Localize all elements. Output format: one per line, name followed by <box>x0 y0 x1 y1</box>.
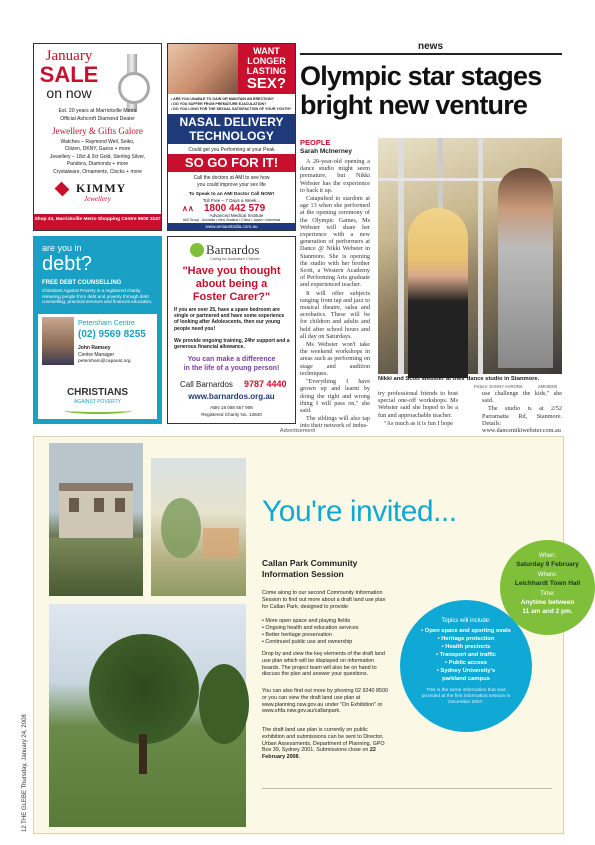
callan-title-1: Callan Park Community <box>262 558 358 568</box>
nasal-q3: • DO YOU LONG FOR THE SEXUAL SATISFACTION OF YOUR YOUTH? <box>171 107 292 111</box>
where-label: Where: <box>537 572 558 578</box>
callan-para-2: Drop by and view the key elements of the draft land use plan which will be displayed on information boards. The project team will also be on hand to discuss the plan and answer your questions. <box>262 651 385 678</box>
jewellery-title-january: January <box>45 48 93 64</box>
jewellery-line4: Pandora, Diamonds + more <box>66 161 129 167</box>
debt-counselling-ad[interactable] <box>33 236 162 424</box>
want-text-2: LONGER <box>247 56 286 66</box>
topic-5: • Public access <box>445 660 487 666</box>
barnardos-diff-1: You can make a difference <box>187 356 276 363</box>
cap-swoosh-icon <box>64 407 132 414</box>
jewellery-dealer: Official Ashcroft Diamond Dealer <box>60 116 135 122</box>
debt-phone: (02) 9569 8255 <box>78 329 146 340</box>
nasal-ami: Advanced Medical Institute <box>209 213 264 218</box>
nasal-countries: AMI Group - Australia • New Zealand • China • Japan • Indonesia <box>182 218 281 222</box>
ami-logo-icon: ∧∧ <box>182 204 194 213</box>
article-column-2: try professional friends to host special one-off workshops. Ms Webster said she hoped to be a fun and approachable teacher. "As much as it is fun I hope <box>378 390 458 427</box>
topic-4: • Transport and traffic <box>435 652 496 658</box>
debt-centre: Petersham Centre <box>78 320 135 327</box>
when-value: Saturday 9 February <box>516 561 579 568</box>
time-value-1: Anytime between <box>520 599 575 606</box>
barnardos-abn: ABN 18 068 557 906 <box>210 405 253 410</box>
barnardos-call: Call Barnardos <box>180 380 233 389</box>
photo-code: SMI00000 <box>538 384 558 389</box>
nasal-call-2: you could improve your sex life <box>197 182 266 188</box>
barnardos-logo-icon <box>190 243 204 257</box>
callan-bullet-2: • Ongoing health and education services <box>262 625 359 631</box>
callan-intro: Come along to our second Community Information Session to find out more about a draft land use plan for Callan Park, designed to provide: <box>262 590 386 610</box>
topics-same-info: This is the same information that was provided at the first information session in December 2007. <box>421 688 511 705</box>
photo-credit: Picture: DANNY AARONS <box>474 384 523 389</box>
nasal-title-2: TECHNOLOGY <box>189 129 274 143</box>
callan-bullet-3: • Better heritage preservation <box>262 632 332 638</box>
nasal-q2: • DO YOU SUFFER FROM PREMATURE EJACULATION? <box>171 102 267 106</box>
nasal-go-for-it: SO GO FOR IT! <box>184 155 279 170</box>
cap-logo-sub: AGAINST POVERTY <box>73 399 122 405</box>
section-rule <box>300 53 562 55</box>
jewellery-line2: Citizen, DKNY, Guess + more <box>64 146 131 152</box>
byline: Sarah McInerney <box>300 148 353 155</box>
where-value: Leichhardt Town Hall <box>514 580 581 587</box>
barnardos-body-2: We provide ongoing training, 24hr support and a generous financial allowance. <box>174 338 290 351</box>
callan-bottom-rule <box>262 788 552 789</box>
nasal-title-1: NASAL DELIVERY <box>179 115 284 129</box>
callan-bullet-1: • More open space and playing fields <box>262 618 351 624</box>
barnardos-url[interactable]: www.barnardos.org.au <box>188 392 275 401</box>
time-value-2: 11 am and 2 pm. <box>522 608 573 615</box>
want-text-3: LASTING <box>246 66 287 76</box>
nasal-call-1: Call the doctors at AMI to see how <box>193 175 270 181</box>
jewellery-line3: Jewellery – 18ct & 9ct Gold, Sterling Silver, <box>49 154 146 160</box>
debt-description: Christians Against Poverty is a registered charity releasing people from debt and poverty through debt counselling, practical services and financial education. <box>42 288 153 305</box>
advertisement-label: Advertisement <box>279 428 316 434</box>
kicker: PEOPLE <box>300 138 331 147</box>
debt-email[interactable]: petersham@capaust.org <box>78 359 131 364</box>
want-text-1: WANT <box>253 46 280 56</box>
page-footer: 12 THE GLEBE Thursday, January 24, 2008 <box>22 714 28 832</box>
scott-figure <box>498 168 553 368</box>
barnardos-charity: Registered Charity No. 13840 <box>201 412 262 417</box>
article-column-1: A 20-year-old opening a dance studio might seem premature, but Nikki Webster has the experience to back it up. Catapulted to stardom at age 13 when she performed at the opening ceremony of the Olympic Games, Ms Webster will share her experience with a new generation of performers at Dance @ Nikki Webster in Stanmore. She is opening the studio with her brother Scott, a Western Academy of Performing Arts graduate and experienced teacher. It will offer subjects ranging from tap and jazz to musical theatre, salsa and acrobatics. These will be for children and adults and held after school hours and all day on Saturdays. Ms Webster won't take the weekend workshops in areas such as performing on stage and audition techniques. "Everything I have grown up and learnt by doing the right and wrong thing I will pass on," she said. The siblings will also tap into their network of indus- <box>300 158 370 430</box>
section-label: news <box>418 41 444 52</box>
barnardos-head-3: Foster Carer?" <box>192 291 271 303</box>
photo-caption: Nikki and Scott Webster at their dance studio in Stanmore. <box>378 376 540 382</box>
couple-photo <box>168 44 238 94</box>
jewellery-title-onnow: on now <box>46 85 92 101</box>
headline: Olympic star stages bright new venture <box>300 61 542 120</box>
debt-free: FREE DEBT COUNSELLING <box>42 280 122 286</box>
parkland-trees-photo <box>49 604 246 827</box>
nasal-could: Could get you Performing at your Peak <box>188 147 275 153</box>
kimmy-logo-icon <box>55 182 70 197</box>
youre-invited: You're invited... <box>262 495 457 528</box>
cap-logo-text: CHRISTIANS <box>66 387 129 398</box>
callan-title-2: Information Session <box>262 569 344 579</box>
barnardos-head-1: "Have you thought <box>182 265 281 277</box>
kimmy-brand: KIMMY <box>76 181 127 195</box>
barnardos-body-1: If you are over 25, have a spare bedroom are single or partnered and have some experience of looking after Adolescents, then our young people need you! <box>174 307 285 332</box>
nasal-url[interactable]: www.amiaustralia.com.au <box>205 224 258 229</box>
barnardos-diff-2: in the life of a young person! <box>183 365 280 372</box>
kimmy-brand-sub: Jewellery <box>84 195 111 203</box>
debt-are-you-in: are you in <box>42 243 82 253</box>
want-text-4: SEX? <box>246 75 287 92</box>
debt-heading: debt? <box>42 253 93 275</box>
jewellery-title-sale: SALE <box>39 62 99 87</box>
when-label: When: <box>538 553 557 559</box>
topic-2: • Heritage protection <box>437 636 495 642</box>
topics-title: Topics will include: <box>441 618 491 624</box>
nasal-speak: To Speak to an AMI Doctor Call NOW! <box>188 192 275 197</box>
barnardos-head-2: about being a <box>195 278 268 290</box>
topic-1: • Open space and sporting ovals <box>421 628 511 634</box>
callan-para-4: The draft land use plan is currently on public exhibition and submissions can be sent to Director, Urban Assessments, Department of Planning, GPO Box 39, Sydney 2001. Submissions close on 22 February 2008. <box>262 727 385 761</box>
nasal-toll: Toll Free – 7 Days a Week... <box>202 198 261 203</box>
watch-image <box>112 54 152 112</box>
jewellery-line5: Crystalware, Ornaments, Clocks + more <box>53 169 142 175</box>
jewellery-footer: Shop 43, Marrickville Metro Shopping Centre 9500 3247 <box>34 217 161 222</box>
debt-contact: John Ramsey <box>78 345 111 351</box>
barnardos-ad[interactable] <box>167 236 296 424</box>
barnardos-sub: Caring for Australia's Children <box>210 257 261 261</box>
nasal-delivery-ad[interactable] <box>167 43 296 231</box>
jewellery-line1: Watches – Raymond Weil, Seiko, <box>60 139 135 145</box>
topic-6: • Sydney University's <box>436 668 496 674</box>
heritage-building-photo <box>49 443 143 596</box>
article-photo <box>378 138 562 374</box>
nikki-figure <box>408 208 468 378</box>
jewellery-est: Est. 20 years at Marrickville Metro <box>58 108 137 114</box>
nasal-q1: • ARE YOU UNABLE TO GAIN OR MAINTAIN AN ERECTION? <box>171 97 274 101</box>
debt-role: Centre Manager <box>78 352 115 358</box>
callan-bullet-4: • Continued public use and ownership <box>262 639 353 645</box>
barnardos-phone: 9787 4440 <box>244 379 287 389</box>
watercolour-sketch <box>151 458 246 596</box>
callan-para-3: You can also find out more by phoning 02 9240 8500 or you can view the draft land use plan at www.planning.nsw.gov.au under "On Exhibition" or www.shfa.nsw.gov.au/callanpark. <box>262 688 388 715</box>
jewellery-shop-name: Jewellery & Gifts Galore <box>52 126 143 136</box>
counsellor-photo <box>42 317 74 365</box>
jewellery-ad[interactable] <box>33 43 162 231</box>
topic-7: parkland campus <box>442 676 490 682</box>
topic-3: • Health precincts <box>441 644 491 650</box>
nasal-phone: 1800 442 579 <box>204 203 266 214</box>
time-label: Time: <box>540 591 555 597</box>
article-column-3: use challenge the kids," she said. The studio is at 2/52 Parramatta Rd, Stanmore. Details: www.danceniikiwebster.com.au <box>482 390 562 435</box>
barnardos-logo: Barnardos <box>206 242 260 257</box>
